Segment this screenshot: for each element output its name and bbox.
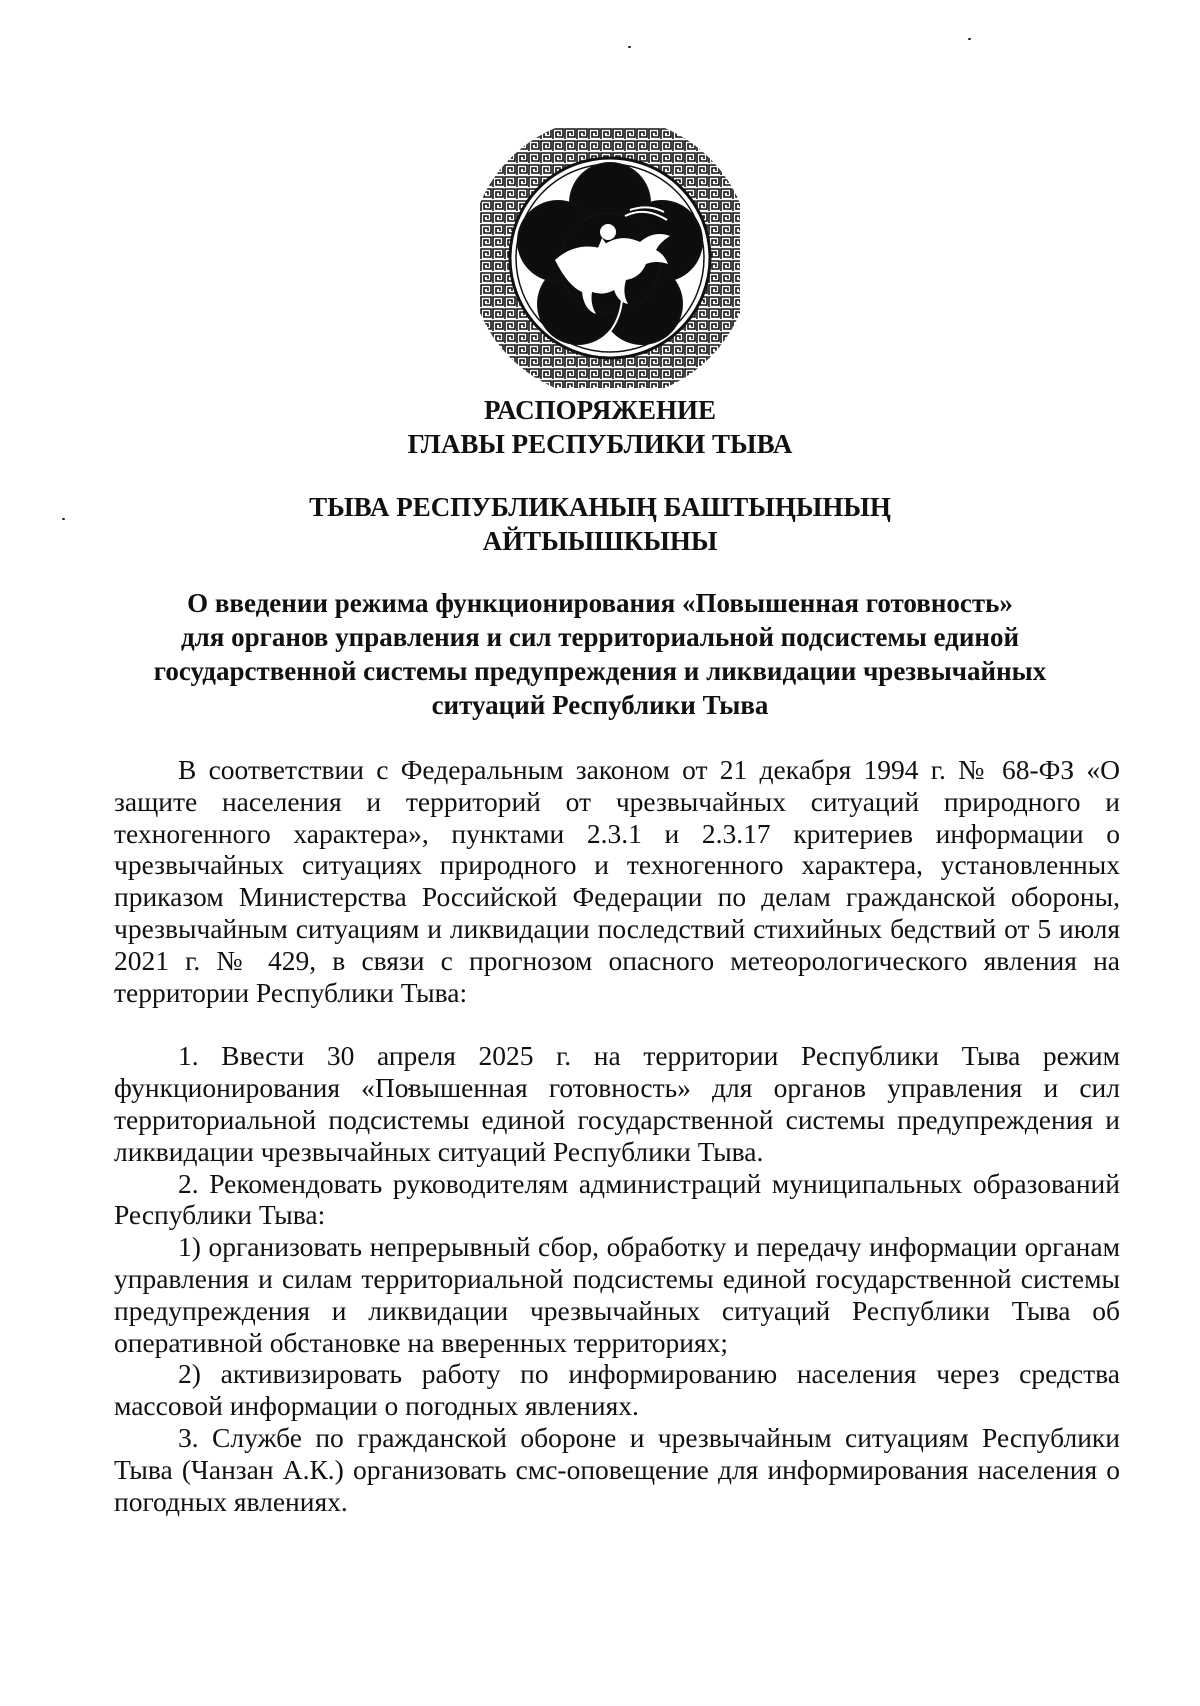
heading-tyv-line1: ТЫВА РЕСПУБЛИКАНЫҢ БАШТЫҢЫНЫҢ [309, 492, 891, 522]
item-paragraph: 1) организовать непрерывный сбор, обработку и передачу информации органам управления и силам территориальной подсистемы единой государственной системы предупреждения и ликвидации чрезвычайных ситуаций Республики Тыва об оперативной обстановке на вверенных территориях; [114, 1231, 1120, 1358]
item-paragraph: 1. Ввести 30 апреля 2025 г. на территории Республики Тыва режим функционирования «Повышенная готовность» для органов управления и сил территориальной подсистемы единой государственной системы предупреждения и ликвидации чрезвычайных ситуаций Республики Тыва. [114, 1040, 1120, 1167]
subject-line1: О введении режима функционирования «Повышенная готовность» [187, 588, 1013, 618]
subject-line3: государственной системы предупреждения и ликвидации чрезвычайных [153, 656, 1047, 686]
subject-line4: ситуаций Республики Тыва [431, 690, 769, 720]
heading-ru-line1: РАСПОРЯЖЕНИЕ [483, 395, 717, 425]
scan-speck [62, 518, 65, 520]
item-paragraph: 3. Службе по гражданской обороне и чрезвычайным ситуациям Республики Тыва (Чанзан А.К.) организовать смс-оповещение для информирования населения о погодных явлениях. [114, 1421, 1120, 1517]
document-body [114, 754, 1120, 1517]
item-paragraph: 2) активизировать работу по информированию населения через средства массовой информации о погодных явлениях. [114, 1358, 1120, 1422]
item-paragraph: 2. Рекомендовать руководителям администраций муниципальных образований Республики Тыва: [114, 1167, 1120, 1231]
subject-line2: для органов управления и сил территориальной подсистемы единой [180, 622, 1020, 652]
preamble-paragraph: В соответствии с Федеральным законом от 21 декабря 1994 г. № 68-ФЗ «О защите населения и территорий от чрезвычайных ситуаций природного и техногенного характера», пунктами 2.3.1 и 2.3.17 критериев информации о чрезвычайных ситуациях природного и техногенного характера, установленных приказом Министерства Российской Федерации по делам гражданской обороны, чрезвычайным ситуациям и ликвидации последствий стихийных бедствий от 5 июля 2021 г. № 429, в связи с прогнозом опасного метеорологического явления на территории Республики Тыва: [114, 754, 1120, 1008]
scan-speck [628, 46, 631, 48]
scan-speck [968, 38, 971, 40]
heading-tyv-line2: АЙТЫЫШКЫНЫ [482, 526, 718, 556]
document-subject [100, 586, 1100, 722]
heading-tyv [100, 490, 1100, 558]
heading-ru-line2: ГЛАВЫ РЕСПУБЛИКИ ТЫВА [407, 429, 793, 459]
coat-of-arms-icon [480, 128, 740, 388]
heading-ru [100, 393, 1100, 461]
